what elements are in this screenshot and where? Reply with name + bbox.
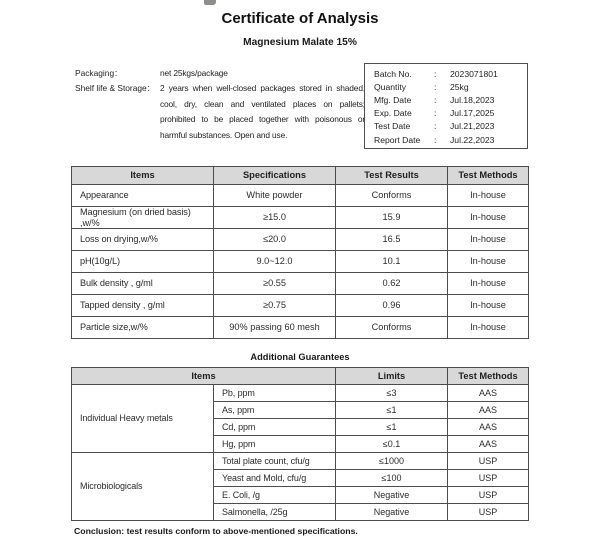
cell-method: USP	[448, 470, 529, 487]
table-header-row	[72, 368, 529, 385]
cell-result: Conforms	[336, 317, 448, 339]
packaging-row	[75, 66, 367, 81]
cell-result: Conforms	[336, 185, 448, 207]
cell-item: Salmonella, /25g	[214, 504, 336, 521]
cell-item: Tapped density , g/ml	[72, 295, 214, 317]
cell-spec: 90% passing 60 mesh	[214, 317, 336, 339]
cell-spec: ≥15.0	[214, 207, 336, 229]
test-date-value: Jul.21,2023	[450, 121, 495, 132]
batch-info-box	[364, 63, 528, 149]
cell-item: Particle size,w/%	[72, 317, 214, 339]
cell-method: In-house	[448, 295, 529, 317]
cell-limit: ≤1	[336, 402, 448, 419]
mfg-date-label: Mfg. Date	[374, 94, 412, 105]
cell-spec: ≤20.0	[214, 229, 336, 251]
cell-limit: ≤1	[336, 419, 448, 436]
cell-limit: Negative	[336, 504, 448, 521]
cell-item: Magnesium (on dried basis) ,w/%	[72, 207, 214, 229]
batch-row	[365, 120, 527, 133]
conclusion-statement: Conclusion: test results conform to above-mentioned specifications.	[74, 526, 358, 536]
mfg-date-value: Jul.18,2023	[450, 94, 495, 105]
product-name: Magnesium Malate 15%	[243, 37, 357, 48]
document-title: Certificate of Analysis	[221, 10, 379, 27]
additional-guarantees-table	[71, 367, 529, 521]
shelf-life-row	[75, 81, 367, 143]
packaging-value: net 25kgs/package	[160, 68, 228, 78]
shelf-life-value: 2 years when well-closed packages stored in shaded, cool, dry, clean and ventilated places on pallets; prohibited to be placed together with poisonous or harmful substances. Open and use.	[160, 83, 365, 140]
table-row	[72, 229, 529, 251]
cell-spec: White powder	[214, 185, 336, 207]
cell-limit: ≤0.1	[336, 436, 448, 453]
quantity-label: Quantity	[374, 81, 407, 92]
cell-spec: 9.0~12.0	[214, 251, 336, 273]
cell-result: 15.9	[336, 207, 448, 229]
cell-method: AAS	[448, 402, 529, 419]
cell-spec: ≥0.75	[214, 295, 336, 317]
cell-item: Yeast and Mold, cfu/g	[214, 470, 336, 487]
cell-item: Hg, ppm	[214, 436, 336, 453]
colon: :	[434, 94, 437, 105]
cell-spec: ≥0.55	[214, 273, 336, 295]
colon: :	[434, 68, 437, 79]
cell-method: In-house	[448, 317, 529, 339]
colon: :	[434, 121, 437, 132]
exp-date-value: Jul.17,2025	[450, 108, 495, 119]
batch-no-label: Batch No.	[374, 68, 412, 79]
additional-guarantees-heading: Additional Guarantees	[250, 352, 350, 362]
cell-method: AAS	[448, 436, 529, 453]
cell-method: In-house	[448, 251, 529, 273]
col-limits: Limits	[336, 368, 448, 385]
col-specifications: Specifications	[214, 167, 336, 185]
cell-method: USP	[448, 504, 529, 521]
cell-item: Appearance	[72, 185, 214, 207]
table-row	[72, 453, 529, 470]
group-microbiologicals: Microbiologicals	[72, 453, 214, 521]
cell-item: Loss on drying,w/%	[72, 229, 214, 251]
cell-result: 0.62	[336, 273, 448, 295]
table-row	[72, 251, 529, 273]
table-row	[72, 185, 529, 207]
batch-row	[365, 80, 527, 93]
packaging-storage-section	[75, 66, 367, 143]
cell-method: USP	[448, 487, 529, 504]
cell-item: As, ppm	[214, 402, 336, 419]
specifications-table	[71, 166, 529, 339]
quantity-value: 25kg	[450, 81, 469, 92]
table-row	[72, 273, 529, 295]
cell-limit: ≤100	[336, 470, 448, 487]
cell-item: pH(10g/L)	[72, 251, 214, 273]
table-row	[72, 207, 529, 229]
group-heavy-metals: Individual Heavy metals	[72, 385, 214, 453]
cell-limit: ≤1000	[336, 453, 448, 470]
batch-row	[365, 67, 527, 80]
batch-row	[365, 107, 527, 120]
cell-method: USP	[448, 453, 529, 470]
cell-result: 16.5	[336, 229, 448, 251]
cell-method: In-house	[448, 273, 529, 295]
batch-row	[365, 133, 527, 146]
batch-no-value: 2023071801	[450, 68, 498, 79]
table-row	[72, 317, 529, 339]
exp-date-label: Exp. Date	[374, 108, 412, 119]
batch-row	[365, 93, 527, 106]
table-row	[72, 385, 529, 402]
col-test-results: Test Results	[336, 167, 448, 185]
table-row	[72, 295, 529, 317]
cell-item: Cd, ppm	[214, 419, 336, 436]
col-test-methods: Test Methods	[448, 368, 529, 385]
test-date-label: Test Date	[374, 121, 411, 132]
cell-method: In-house	[448, 229, 529, 251]
cell-result: 10.1	[336, 251, 448, 273]
cell-method: AAS	[448, 385, 529, 402]
report-date-value: Jul.22,2023	[450, 134, 495, 145]
colon: :	[434, 108, 437, 119]
report-date-label: Report Date	[374, 134, 421, 145]
table-header-row	[72, 167, 529, 185]
packaging-label: Packaging：	[75, 68, 123, 78]
cell-method: AAS	[448, 419, 529, 436]
cell-method: In-house	[448, 185, 529, 207]
cell-item: Pb, ppm	[214, 385, 336, 402]
col-items: Items	[72, 368, 336, 385]
cell-result: 0.96	[336, 295, 448, 317]
cell-item: Total plate count, cfu/g	[214, 453, 336, 470]
col-test-methods: Test Methods	[448, 167, 529, 185]
cell-limit: ≤3	[336, 385, 448, 402]
col-items: Items	[72, 167, 214, 185]
cell-limit: Negative	[336, 487, 448, 504]
colon: :	[434, 81, 437, 92]
cell-item: E. Coli, /g	[214, 487, 336, 504]
scan-artifact	[204, 0, 216, 5]
colon: :	[434, 134, 437, 145]
cell-method: In-house	[448, 207, 529, 229]
cell-item: Bulk density , g/ml	[72, 273, 214, 295]
shelf-life-label: Shelf life & Storage：	[75, 83, 156, 94]
